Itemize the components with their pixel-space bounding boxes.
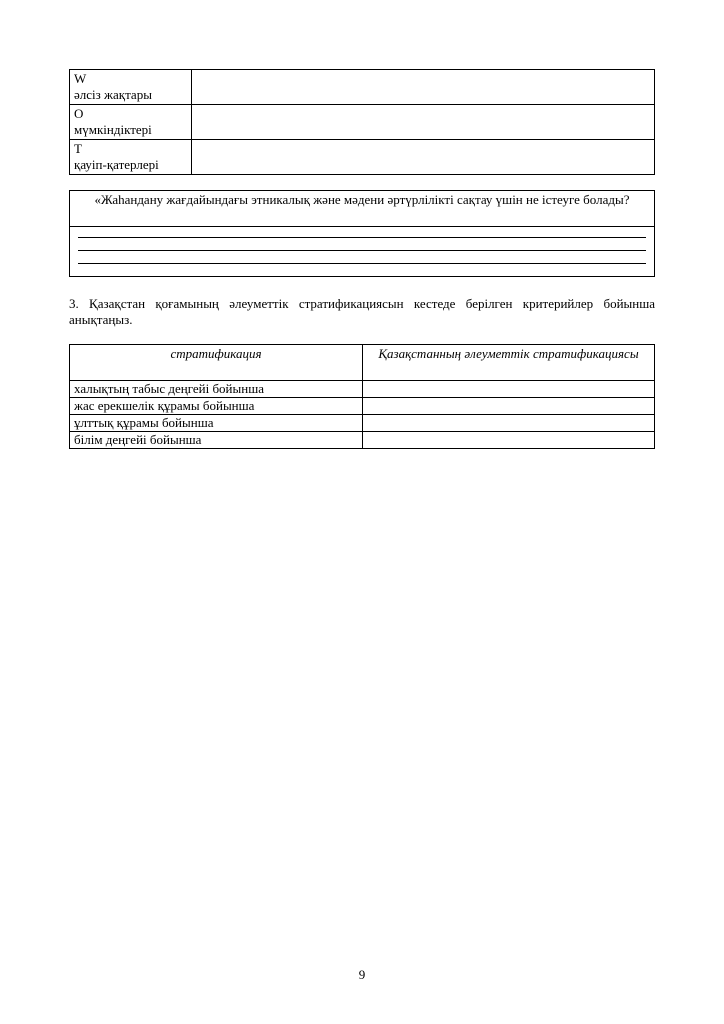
stratification-table (69, 344, 655, 449)
swot-word: мүмкіндіктері (74, 121, 152, 137)
criterion-cell: білім деңгейі бойынша (70, 432, 363, 449)
table-row (70, 381, 655, 398)
answer-cell[interactable] (363, 432, 655, 449)
swot-answer-cell[interactable] (192, 105, 655, 140)
swot-letter: W (74, 71, 87, 86)
swot-row-w (70, 70, 655, 105)
swot-word: әлсіз жақтары (74, 86, 152, 102)
swot-table (69, 69, 655, 175)
swot-word: қауіп-қатерлері (74, 156, 159, 172)
swot-row-t (70, 140, 655, 175)
criterion-cell: ұлттық құрамы бойынша (70, 415, 363, 432)
swot-letter: T (74, 141, 82, 156)
table-row (70, 432, 655, 449)
swot-answer-cell[interactable] (192, 70, 655, 105)
swot-letter: O (74, 106, 84, 121)
swot-answer-cell[interactable] (192, 140, 655, 175)
column-header-stratification: стратификация (70, 345, 363, 381)
table-row (70, 398, 655, 415)
answer-cell[interactable] (363, 381, 655, 398)
table-header-row (70, 345, 655, 381)
answer-line (78, 263, 646, 264)
answer-line (78, 237, 646, 238)
question-box (69, 190, 655, 277)
task-3-instruction: 3. Қазақстан қоғамының әлеуметтік стратификациясын кестеде берілген критерийлер бойынша анықтаңыз. (69, 296, 655, 328)
answer-cell[interactable] (363, 398, 655, 415)
answer-line (78, 250, 646, 251)
page-number: 9 (358, 967, 366, 982)
swot-label-cell (70, 140, 192, 175)
table-row (70, 415, 655, 432)
criterion-cell: халықтың табыс деңгейі бойынша (70, 381, 363, 398)
swot-row-o (70, 105, 655, 140)
swot-label-cell (70, 105, 192, 140)
answer-cell[interactable] (363, 415, 655, 432)
answer-lines[interactable] (70, 227, 655, 277)
criterion-cell: жас ерекшелік құрамы бойынша (70, 398, 363, 415)
column-header-kz-stratification: Қазақстанның әлеуметтік стратификациясы (363, 345, 655, 381)
question-text: «Жаһандану жағдайындағы этникалық және мәдени әртүрлілікті сақтау үшін не істеуге болады? (70, 191, 655, 227)
swot-label-cell (70, 70, 192, 105)
